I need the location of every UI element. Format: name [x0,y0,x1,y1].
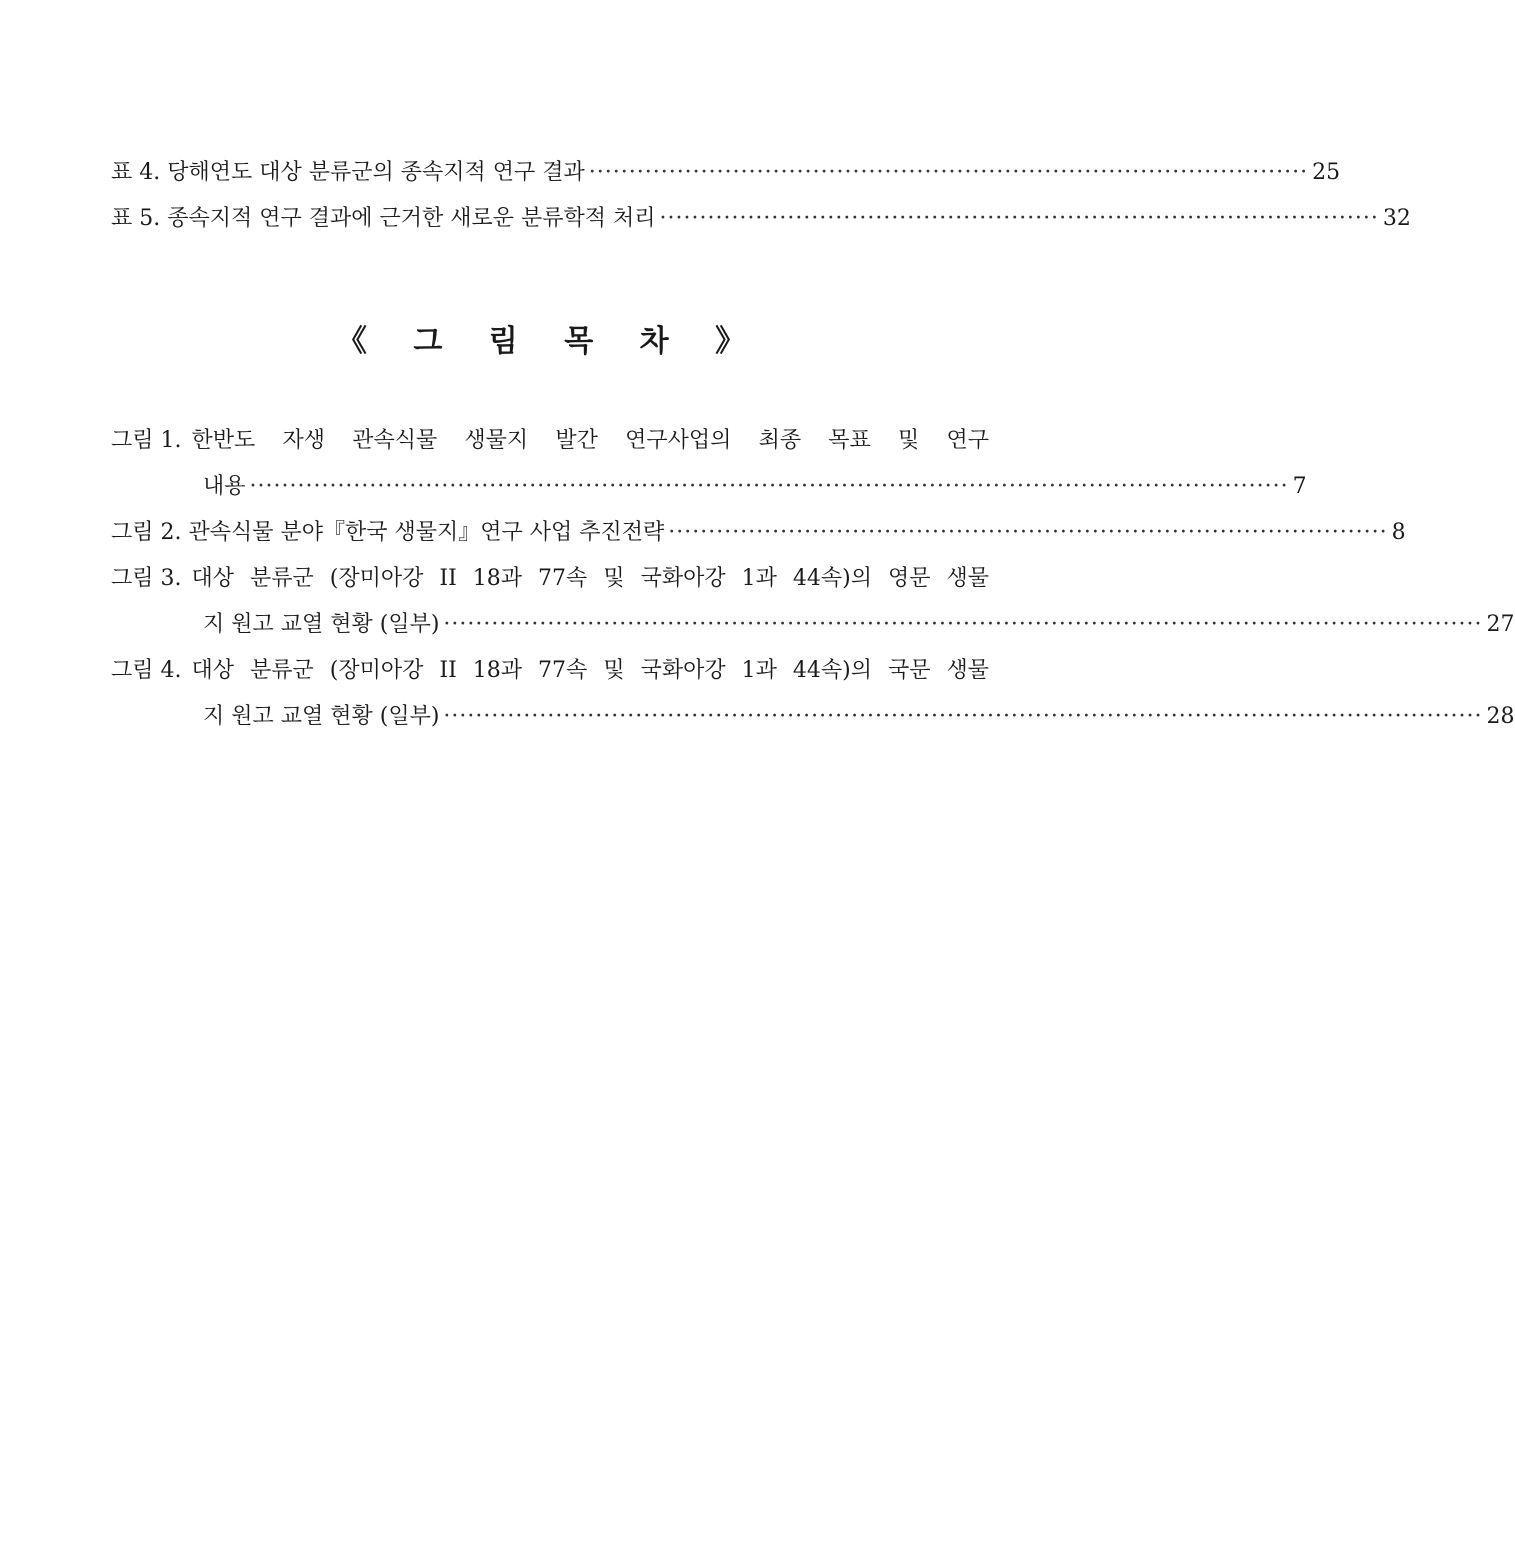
dot-leader: ·································································································································· [249,474,1289,499]
entry-label: 그림 4. [111,658,182,683]
dot-leader: ·························································································· [668,520,1388,545]
toc-entry-figure-2[interactable] [111,510,1406,556]
entry-page-number: 7 [1292,474,1307,499]
entry-label: 표 5. [111,206,161,231]
toc-entry-table-4[interactable] [111,150,1341,196]
entry-title: 종속지적 연구 결과에 근거한 새로운 분류학적 처리 [167,206,656,231]
dot-leader: ·························································································· [659,206,1379,231]
entry-page-number: 27 [1486,612,1515,637]
entry-title-line-1: 대상 분류군 (장미아강 II 18과 77속 및 국화아강 1과 44속)의 국문 생물 [191,658,989,683]
entry-label: 그림 3. [111,566,182,591]
entry-title-line-2: 지 원고 교열 현황 (일부) [203,704,440,729]
entry-page-number: 25 [1312,160,1341,185]
dot-leader: ·························································································· [588,160,1309,185]
entry-title: 관속식물 분야『한국 생물지』연구 사업 추진전략 [188,520,665,545]
entry-label: 그림 1. [111,428,182,453]
entry-page-number: 8 [1391,520,1406,545]
entry-page-number: 28 [1486,704,1515,729]
toc-entry-figure-3[interactable] [111,556,1515,648]
dot-leader: ·································································································································· [443,704,1483,729]
table-of-tables [111,150,1411,242]
entry-title-line-2: 내용 [203,474,246,499]
toc-entry-figure-4[interactable] [111,648,1515,740]
entry-title-line-1: 대상 분류군 (장미아강 II 18과 77속 및 국화아강 1과 44속)의 영문 생물 [191,566,989,591]
entry-title-line-2: 지 원고 교열 현황 (일부) [203,612,440,637]
toc-entry-table-5[interactable] [111,196,1411,242]
table-of-figures [111,418,1515,740]
entry-title-line-1: 한반도 자생 관속식물 생물지 발간 연구사업의 최종 목표 및 연구 [191,428,989,453]
entry-page-number: 32 [1382,206,1411,231]
entry-label: 그림 2. [111,520,182,545]
figures-section-heading: 《 그 림 목 차 》 [336,324,764,359]
dot-leader: ·································································································································· [443,612,1483,637]
toc-entry-figure-1[interactable] [111,418,1307,510]
entry-label: 표 4. [111,160,161,185]
entry-title: 당해연도 대상 분류군의 종속지적 연구 결과 [167,160,585,185]
